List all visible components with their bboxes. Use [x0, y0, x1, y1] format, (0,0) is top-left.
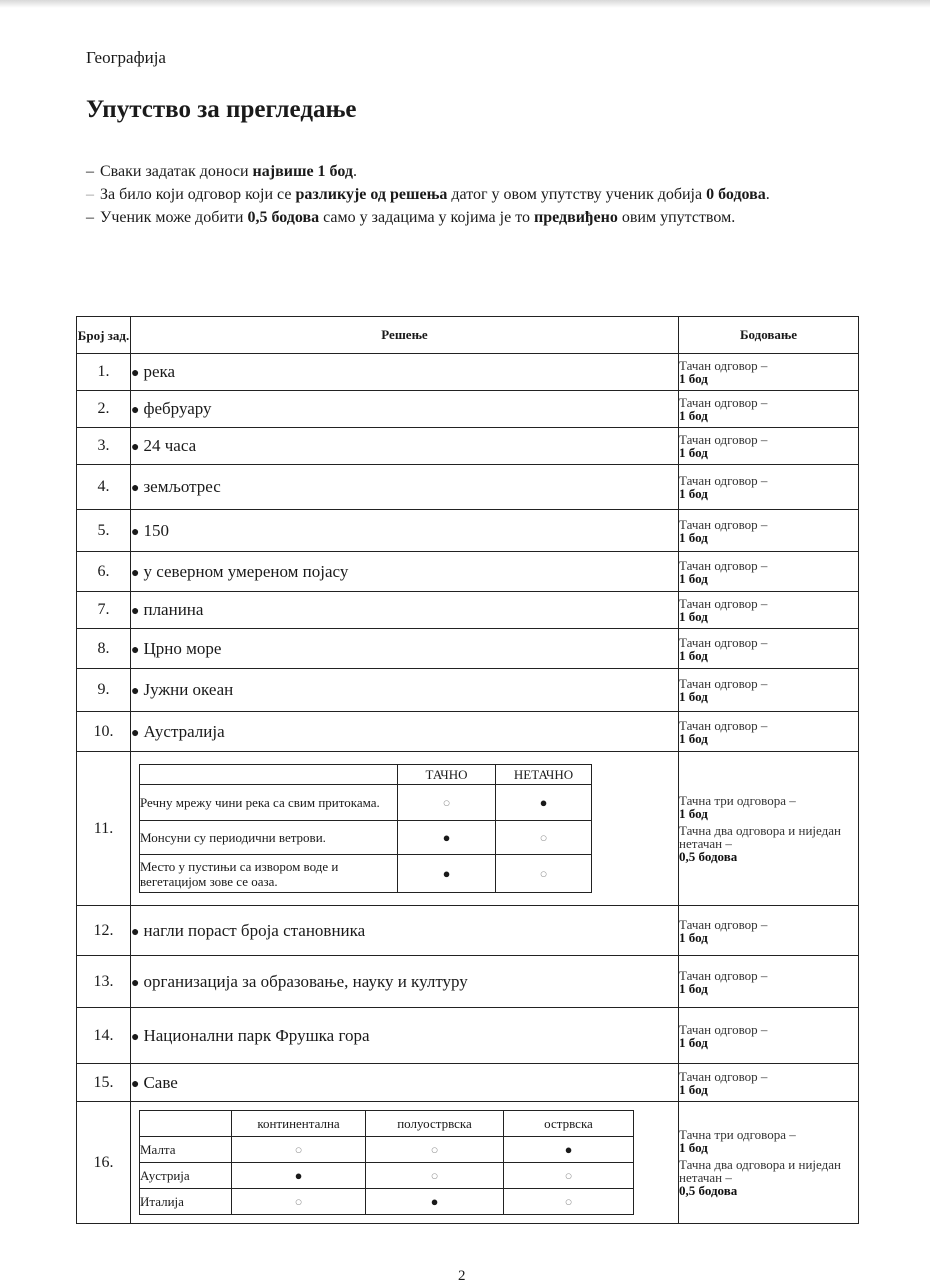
task-number: 7. — [77, 592, 131, 629]
answer-cell — [131, 1064, 679, 1102]
empty-circle-icon: ○ — [504, 1189, 634, 1215]
task-number: 15. — [77, 1064, 131, 1102]
statement-row — [140, 785, 592, 821]
points-cell: Тачан одговор – 1 бод — [679, 391, 859, 428]
bullet-icon: ● — [131, 725, 140, 741]
filled-circle-icon: ● — [504, 1137, 634, 1163]
country-row — [140, 1137, 634, 1163]
header-points: Бодовање — [679, 317, 859, 354]
page-title: Упутство за прегледање — [86, 96, 357, 123]
answer-text: 150 — [143, 520, 169, 540]
coast-type-table — [139, 1110, 634, 1215]
answer-text: река — [143, 362, 176, 381]
instruction-item: – Ученик може добити 0,5 бодова само у задацима у којима је то предвиђено овим упутством. — [86, 206, 806, 229]
bullet-icon: ● — [131, 604, 140, 619]
answer-text: Црно море — [143, 638, 222, 658]
points-cell: Тачна три одговора – 1 бод Тачна два одговора и ниједан нетачан – 0,5 бодова — [679, 1102, 859, 1224]
empty-circle-icon: ○ — [366, 1163, 504, 1189]
task-number: 12. — [77, 906, 131, 956]
answer-key-table — [76, 316, 859, 1224]
points-cell: Тачна три одговора – 1 бод Тачна два одговора и ниједан нетачан – 0,5 бодова — [679, 752, 859, 906]
points-cell: Тачан одговор – 1 бод — [679, 629, 859, 669]
points-cell: Тачан одговор – 1 бод — [679, 592, 859, 629]
points-cell: Тачан одговор – 1 бод — [679, 956, 859, 1008]
statement-row — [140, 855, 592, 893]
table-header-row — [77, 317, 859, 354]
points-cell: Тачан одговор – 1 бод — [679, 552, 859, 592]
table-row — [77, 465, 859, 510]
points-cell: Тачан одговор – 1 бод — [679, 1008, 859, 1064]
task-number: 8. — [77, 629, 131, 669]
empty-circle-icon: ○ — [496, 821, 592, 855]
true-false-table — [139, 764, 592, 893]
filled-circle-icon: ● — [496, 785, 592, 821]
bullet-icon: ● — [131, 1076, 140, 1092]
task-number: 13. — [77, 956, 131, 1008]
points-cell: Тачан одговор – 1 бод — [679, 1064, 859, 1102]
header-peninsular: полуострвска — [366, 1111, 504, 1137]
dash-mark: – — [86, 163, 94, 180]
task-number: 10. — [77, 712, 131, 752]
answer-text: организација за образовање, науку и културу — [143, 971, 468, 991]
inner-header-row — [140, 1111, 634, 1137]
filled-circle-icon: ● — [366, 1189, 504, 1215]
table-row — [77, 629, 859, 669]
table-row — [77, 1064, 859, 1102]
empty-circle-icon: ○ — [496, 855, 592, 893]
answer-cell — [131, 752, 679, 906]
dash-mark: – — [86, 186, 94, 203]
statement-text: Монсуни су периодични ветрови. — [140, 821, 398, 855]
inner-header-row — [140, 765, 592, 785]
statement-row — [140, 821, 592, 855]
points-cell: Тачан одговор – 1 бод — [679, 465, 859, 510]
instructions-list — [86, 160, 806, 229]
answer-cell — [131, 1008, 679, 1064]
task-number: 3. — [77, 428, 131, 465]
answer-text: нагли пораст броја становника — [143, 920, 366, 940]
points-cell: Тачан одговор – 1 бод — [679, 669, 859, 712]
answer-text: планина — [143, 600, 204, 619]
table-row — [77, 956, 859, 1008]
header-solution: Решење — [131, 317, 679, 354]
task-number: 4. — [77, 465, 131, 510]
country-name: Италија — [140, 1189, 232, 1215]
bullet-icon: ● — [131, 440, 140, 455]
empty-circle-icon: ○ — [366, 1137, 504, 1163]
bullet-icon: ● — [131, 366, 140, 381]
task-number: 11. — [77, 752, 131, 906]
statement-text: Место у пустињи са извором воде и вегетацијом зове се оаза. — [140, 855, 398, 893]
table-row-task-11 — [77, 752, 859, 906]
bullet-icon: ● — [131, 403, 140, 418]
answer-cell — [131, 712, 679, 752]
answer-text: земљотрес — [143, 477, 221, 496]
header-continental: континентална — [232, 1111, 366, 1137]
table-row — [77, 1008, 859, 1064]
points-cell: Тачан одговор – 1 бод — [679, 354, 859, 391]
answer-cell — [131, 510, 679, 552]
answer-text: у северном умереном појасу — [143, 561, 349, 581]
empty-circle-icon: ○ — [398, 785, 496, 821]
header-task-number: Број зад. — [77, 317, 131, 354]
table-row — [77, 669, 859, 712]
answer-cell — [131, 956, 679, 1008]
country-row — [140, 1189, 634, 1215]
task-number: 9. — [77, 669, 131, 712]
empty-circle-icon: ○ — [232, 1137, 366, 1163]
task-number: 14. — [77, 1008, 131, 1064]
table-row — [77, 712, 859, 752]
table-row — [77, 354, 859, 391]
bullet-icon: ● — [131, 684, 140, 699]
task-number: 6. — [77, 552, 131, 592]
filled-circle-icon: ● — [398, 855, 496, 893]
dash-mark: – — [86, 209, 94, 226]
instruction-item: – Сваки задатак доноси највише 1 бод. — [86, 160, 806, 183]
table-row — [77, 592, 859, 629]
answer-cell — [131, 465, 679, 510]
answer-text: 24 часа — [143, 436, 197, 455]
answer-text: Аустралија — [143, 721, 225, 741]
instruction-item: – За било који одговор који се разликује од решења датог у овом упутству ученик добија 0 бодова. — [86, 183, 806, 206]
inner-header-blank — [140, 1111, 232, 1137]
answer-cell — [131, 669, 679, 712]
empty-circle-icon: ○ — [504, 1163, 634, 1189]
points-cell: Тачан одговор – 1 бод — [679, 906, 859, 956]
bullet-icon: ● — [131, 1029, 140, 1045]
page-top-shadow — [0, 0, 930, 8]
answer-cell — [131, 552, 679, 592]
empty-circle-icon: ○ — [232, 1189, 366, 1215]
subject-label: Географија — [86, 48, 166, 67]
page-number: 2 — [458, 1268, 466, 1284]
task-number: 16. — [77, 1102, 131, 1224]
statement-text: Речну мрежу чини река са свим притокама. — [140, 785, 398, 821]
table-row — [77, 428, 859, 465]
header-island: острвска — [504, 1111, 634, 1137]
answer-cell — [131, 354, 679, 391]
answer-text: Јужни океан — [143, 680, 234, 699]
table-row — [77, 906, 859, 956]
bullet-icon: ● — [131, 975, 140, 991]
answer-cell — [131, 391, 679, 428]
answer-cell — [131, 1102, 679, 1224]
points-cell: Тачан одговор – 1 бод — [679, 712, 859, 752]
table-row-task-16 — [77, 1102, 859, 1224]
bullet-icon: ● — [131, 524, 140, 540]
task-number: 2. — [77, 391, 131, 428]
table-row — [77, 510, 859, 552]
bullet-icon: ● — [131, 481, 140, 496]
task-number: 1. — [77, 354, 131, 391]
answer-text: фебруару — [143, 399, 212, 418]
answer-text: Национални парк Фрушка гора — [143, 1025, 370, 1045]
points-cell: Тачан одговор – 1 бод — [679, 510, 859, 552]
country-name: Аустрија — [140, 1163, 232, 1189]
table-row — [77, 552, 859, 592]
task-number: 5. — [77, 510, 131, 552]
table-row — [77, 391, 859, 428]
bullet-icon: ● — [131, 642, 140, 658]
points-cell: Тачан одговор – 1 бод — [679, 428, 859, 465]
bullet-icon: ● — [131, 565, 140, 581]
answer-cell — [131, 592, 679, 629]
filled-circle-icon: ● — [232, 1163, 366, 1189]
inner-header-blank — [140, 765, 398, 785]
answer-text: Саве — [143, 1072, 178, 1092]
answer-cell — [131, 428, 679, 465]
filled-circle-icon: ● — [398, 821, 496, 855]
country-row — [140, 1163, 634, 1189]
answer-cell — [131, 906, 679, 956]
answer-cell — [131, 629, 679, 669]
country-name: Малта — [140, 1137, 232, 1163]
bullet-icon: ● — [131, 924, 140, 940]
header-false: НЕТАЧНО — [496, 765, 592, 785]
header-true: ТАЧНО — [398, 765, 496, 785]
